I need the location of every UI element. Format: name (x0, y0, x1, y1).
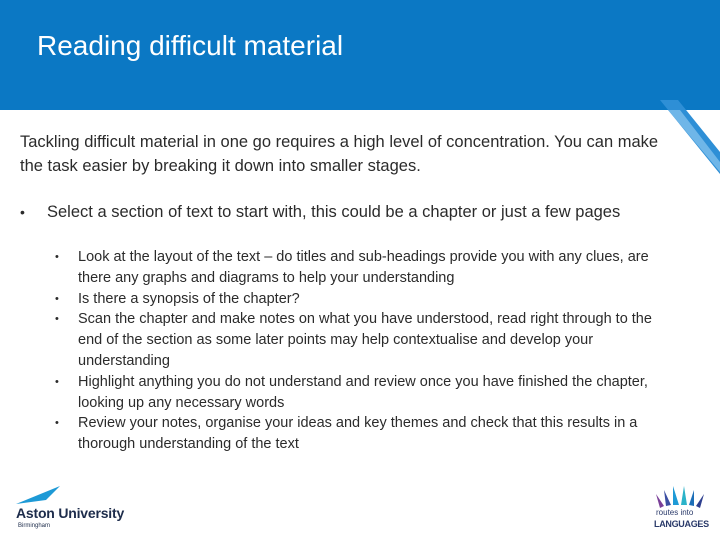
title-banner (0, 0, 720, 110)
slide-title: Reading difficult material (37, 30, 344, 61)
list-item-text: Highlight anything you do not understand and review once you have finished the chapter, looking up any necessary words (78, 373, 648, 411)
list-item-text: Scan the chapter and make notes on what you have understood, read right through to the end of the section as some later points may help contextualise and develop your understanding (78, 311, 652, 369)
list-item (55, 289, 675, 310)
intro-paragraph: Tackling difficult material in one go requires a high level of concentration. You can make the task easier by breaking it down into smaller stages. (20, 133, 659, 175)
bullet-marker: • (55, 417, 59, 430)
list-item-text: Look at the layout of the text – do titles and sub-headings provide you with any clues, are there any graphs and diagrams to help your understanding (78, 249, 649, 286)
list-item-text: Review your notes, organise your ideas and key themes and check that this results in a thorough understanding of the text (78, 415, 638, 453)
list-item (55, 413, 675, 455)
list-item (55, 309, 675, 371)
list-item-text: Is there a synopsis of the chapter? (78, 290, 300, 307)
routes-line1: routes into (656, 508, 694, 517)
bullet-marker: • (55, 251, 59, 263)
list-item (55, 372, 675, 414)
aston-swoosh-icon (16, 486, 66, 506)
sub-bullet-list (55, 247, 675, 455)
aston-university-logo (12, 486, 130, 534)
bullet-marker: • (20, 204, 25, 220)
aston-name: Aston University (16, 505, 125, 521)
main-bullet-text: Select a section of text to start with, this could be a chapter or just a few pages (47, 203, 621, 221)
main-bullet (20, 201, 660, 223)
aston-subtitle: Birmingham (18, 523, 51, 529)
list-item (55, 247, 675, 289)
bullet-marker: • (55, 292, 59, 305)
bullet-marker: • (55, 313, 59, 326)
routes-fan-icon (654, 484, 710, 510)
routes-into-languages-logo (652, 484, 712, 536)
routes-line2: LANGUAGES (654, 519, 709, 529)
bullet-marker: • (55, 375, 59, 388)
